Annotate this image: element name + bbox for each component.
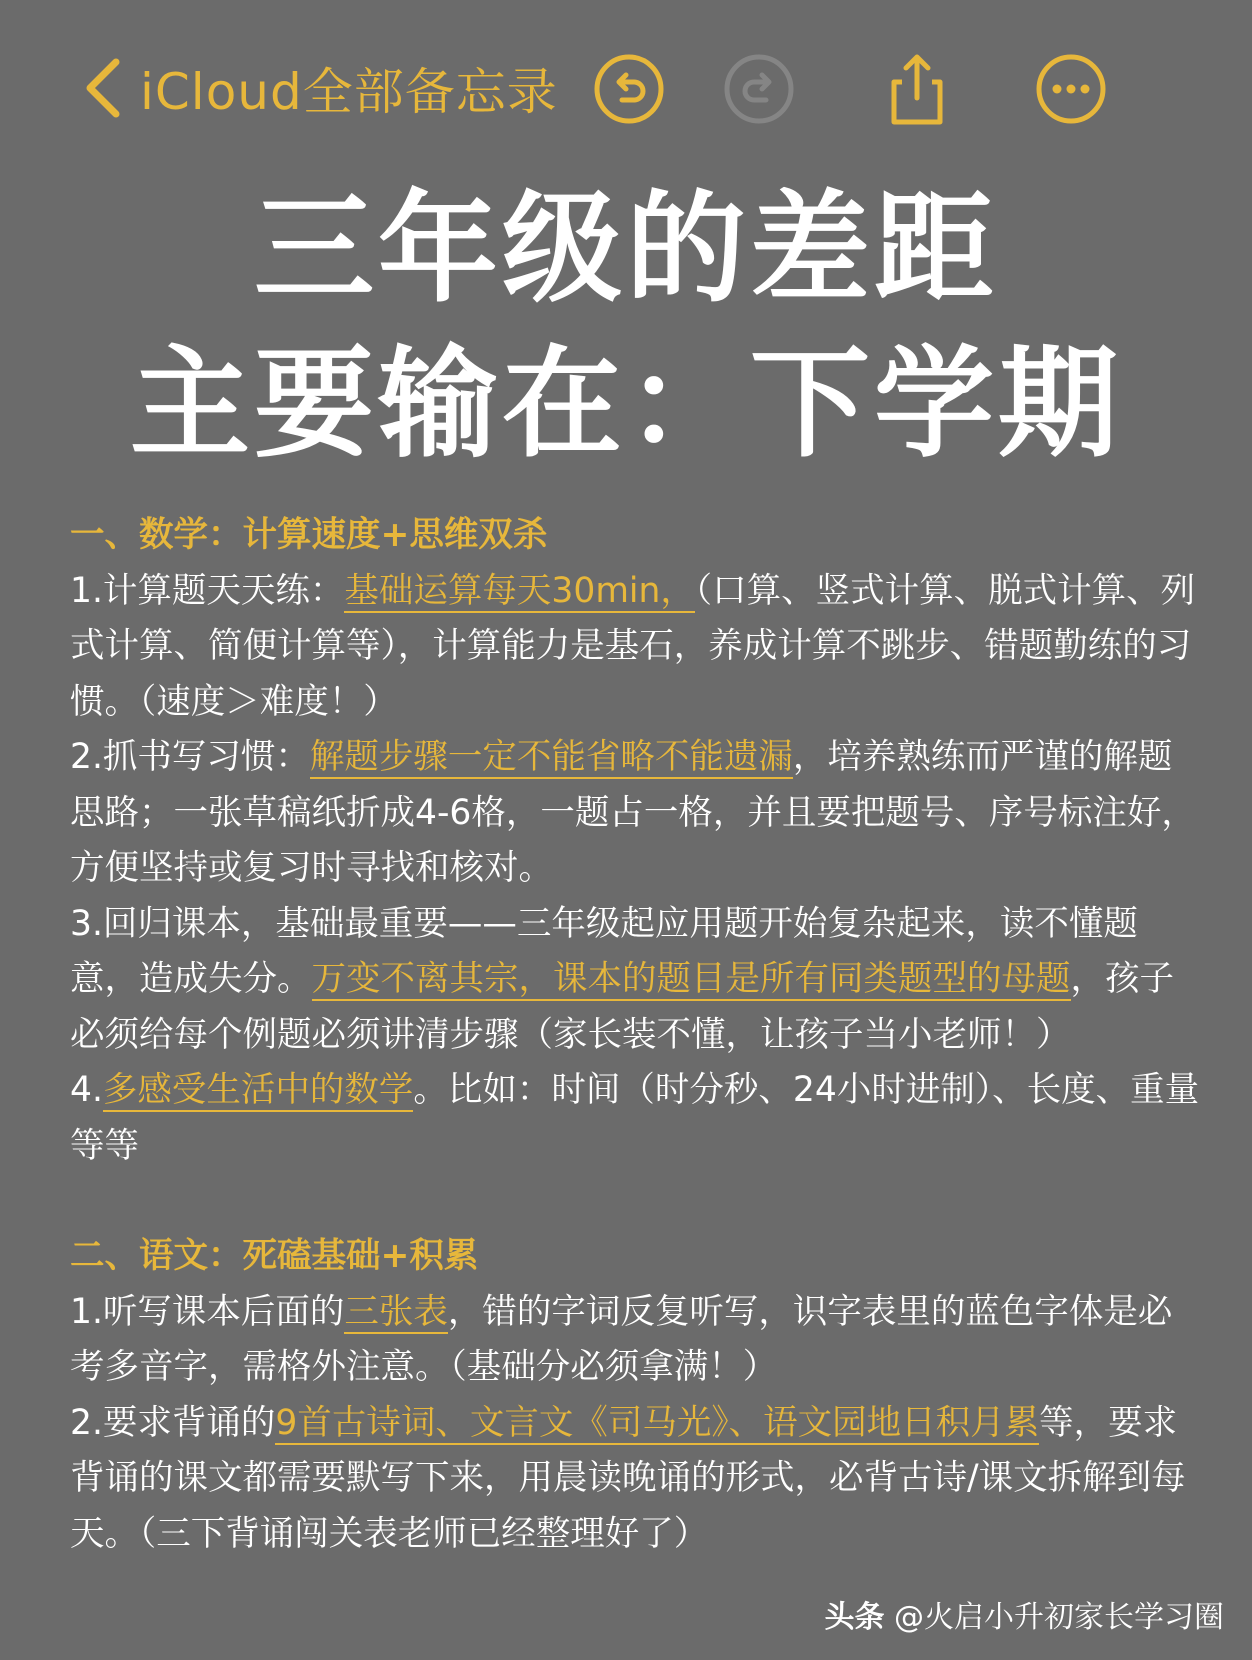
math-item-4: 4.多感受生活中的数学。比如：时间（时分秒、24小时进制）、长度、重量等等: [70, 1070, 1200, 1166]
math-item-2: 2.抓书写习惯：解题步骤一定不能省略不能遗漏，培养熟练而严谨的解题思路；一张草稿纸折成4-6格，一题占一格，并且要把题号、序号标注好，方便坚持或复习时寻找和核对。: [70, 737, 1196, 888]
watermark-account: @火启小升初家长学习圈: [894, 1600, 1224, 1635]
note-body[interactable]: [70, 508, 1200, 1562]
watermark: [824, 1592, 1224, 1636]
section-heading-math: 一、数学：计算速度+思维双杀: [70, 515, 548, 555]
navigation-bar: [0, 0, 1252, 180]
page-title-line-2: 主要输在：下学期: [130, 335, 1122, 474]
chevron-left-icon: [82, 56, 126, 120]
chinese-item-1: 1.听写课本后面的三张表，错的字词反复听写，识字表里的蓝色字体是必考多音字，需格外注意。（基础分必须拿满！）: [70, 1291, 1173, 1387]
chinese-item-2: 2.要求背诵的9首古诗词、文言文《司马光》、语文园地日积月累等，要求背诵的课文都需要默写下来，用晨读晚诵的形式，必背古诗/课文拆解到每天。（三下背诵闯关表老师已经整理好了）: [70, 1402, 1186, 1554]
redo-button[interactable]: [722, 52, 796, 126]
highlight: 9首古诗词、文言文《司马光》、语文园地日积月累: [275, 1402, 1040, 1443]
page-title-line-1: 三年级的差距: [254, 180, 998, 319]
highlight: 基础运算每天30min，: [344, 570, 695, 611]
more-button[interactable]: [1034, 52, 1108, 126]
undo-button[interactable]: [592, 52, 666, 126]
highlight: 三张表: [344, 1291, 448, 1332]
back-label: iCloud全部备忘录: [140, 63, 558, 121]
highlight: 解题步骤一定不能省略不能遗漏: [309, 737, 793, 777]
spacer: [70, 1174, 1200, 1229]
watermark-brand: 头条: [824, 1600, 885, 1635]
math-item-1: 1.计算题天天练：基础运算每天30min，（口算、竖式计算、脱式计算、列式计算、简便计算等），计算能力是基石，养成计算不跳步、错题勤练的习惯。（速度＞难度！）: [70, 570, 1196, 722]
highlight: 多感受生活中的数学: [102, 1070, 414, 1110]
undo-icon: [592, 52, 666, 126]
share-button[interactable]: [880, 52, 954, 126]
share-icon: [880, 52, 954, 126]
highlight: 万变不离其宗，课本的题目是所有同类题型的母题: [311, 959, 1071, 999]
math-item-3: 3.回归课本，基础最重要——三年级起应用题开始复杂起来，读不懂题意，造成失分。万变不离其宗，课本的题目是所有同类题型的母题，孩子必须给每个例题必须讲清步骤（家长装不懂，让孩子当小老师！）: [70, 903, 1174, 1055]
redo-icon: [722, 52, 796, 126]
back-button[interactable]: [82, 56, 558, 120]
more-icon: [1034, 52, 1108, 126]
section-heading-chinese: 二、语文：死磕基础+积累: [70, 1236, 479, 1276]
